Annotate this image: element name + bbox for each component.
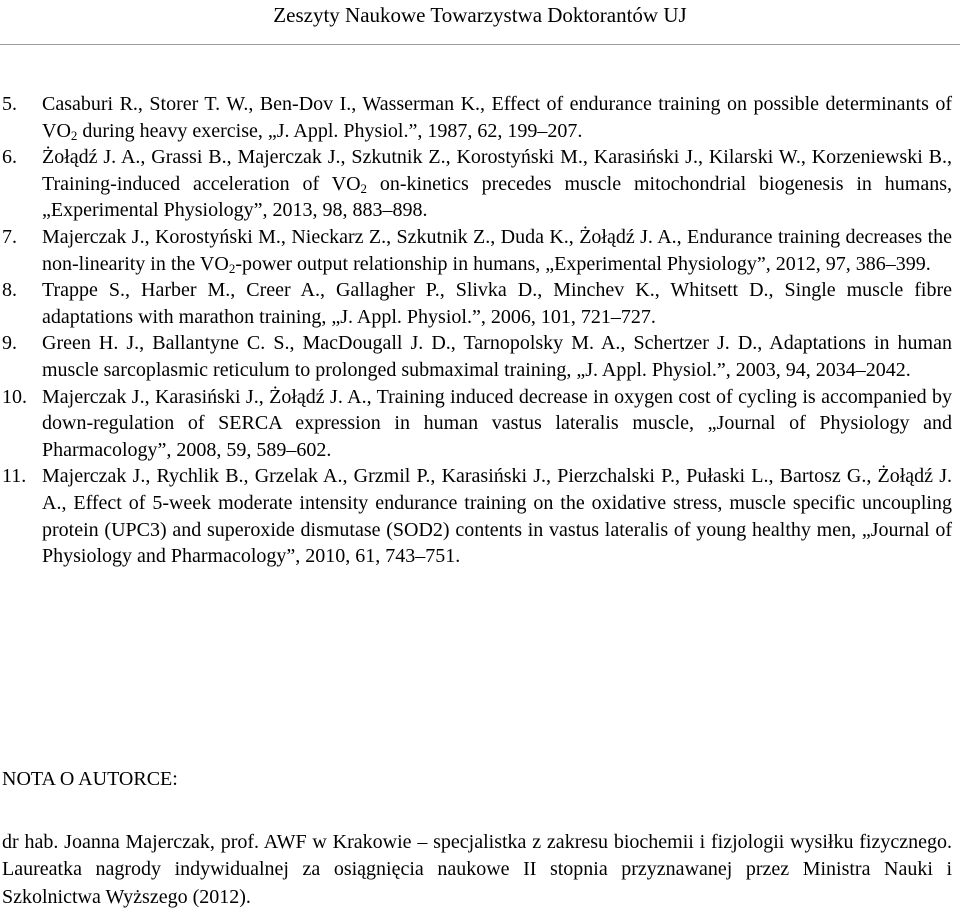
- reference-item: [0, 91, 952, 144]
- reference-text-cont: -power output relationship in humans, „Experimental Physiology”, 2012, 97, 386–399.: [235, 252, 931, 275]
- subscript: 2: [70, 127, 78, 143]
- reference-text: Green H. J., Ballantyne C. S., MacDougall J. D., Tarnopolsky M. A., Schertzer J. D., Adaptations in human muscle sarcoplasmic reticulum to prolonged submaximal training, „J. Appl. Physiol.”, 2003, 94, 2034–2042.: [42, 332, 952, 381]
- reference-number: 9.: [2, 332, 17, 355]
- header-rule: [0, 44, 960, 45]
- reference-number: 7.: [2, 225, 17, 248]
- reference-list: [0, 91, 952, 570]
- reference-number: 10.: [2, 385, 27, 408]
- reference-text: Żołądź J. A., Grassi B., Majerczak J., Szkutnik Z., Korostyński M., Karasiński J., Kilarski W., Korzeniewski B., Training-induced acceleration of VO: [42, 146, 952, 195]
- reference-text-cont: during heavy exercise, „J. Appl. Physiol.”, 1987, 62, 199–207.: [77, 119, 583, 142]
- reference-text: Majerczak J., Korostyński M., Nieckarz Z., Szkutnik Z., Duda K., Żołądź J. A., Endurance training decreases the non-linearity in the VO: [42, 225, 952, 275]
- reference-number: 8.: [2, 279, 17, 302]
- reference-text: Trappe S., Harber M., Creer A., Gallagher P., Slivka D., Minchev K., Whitsett D., Single muscle fibre adaptations with marathon training, „J. Appl. Physiol.”, 2006, 101, 721–727.: [42, 279, 952, 328]
- reference-item: [0, 330, 952, 383]
- reference-item: [0, 277, 952, 330]
- reference-text-cont: on-kinetics precedes muscle mitochondrial biogenesis in humans, „Experimental Physiology”, 2013, 98, 883–898.: [42, 172, 952, 222]
- reference-item: [0, 463, 952, 569]
- reference-number: 5.: [2, 93, 17, 115]
- reference-number: 11.: [2, 465, 27, 488]
- reference-text: Majerczak J., Karasiński J., Żołądź J. A., Training induced decrease in oxygen cost of cycling is accompanied by down-regulation of SERCA expression in human vastus lateralis muscle, „Journal of Physiology and Pharmacology”, 2008, 59, 589–602.: [42, 385, 952, 461]
- author-note-heading: NOTA O AUTORCE:: [2, 768, 178, 790]
- reference-text: Majerczak J., Rychlik B., Grzelak A., Grzmil P., Karasiński J., Pierzchalski P., Pułaski L., Bartosz G., Żołądź J. A., Effect of 5-week moderate intensity endurance training on the oxidative stress, muscle specific uncoupling protein (UPC3) and superoxide dismutase (SOD2) contents in vastus lateralis of young healthy men, „Journal of Physiology and Pharmacology”, 2010, 61, 743–751.: [42, 465, 952, 568]
- author-note-text: dr hab. Joanna Majerczak, prof. AWF w Krakowie – specjalistka z zakresu biochemii i fizjologii wysiłku fizycznego. Laureatka nagrody indywidualnej za osiągnięcia naukowe II stopnia przyznawanej przez Ministra Nauki i Szkolnictwa Wyższego (2012).: [2, 831, 952, 908]
- reference-number: 6.: [2, 146, 17, 169]
- subscript: 2: [228, 260, 236, 276]
- subscript: 2: [360, 180, 368, 196]
- reference-item: [0, 144, 952, 224]
- reference-item: [0, 384, 952, 464]
- running-header: Zeszyty Naukowe Towarzystwa Doktorantów UJ: [273, 3, 687, 27]
- reference-item: [0, 224, 952, 277]
- reference-text: Casaburi R., Storer T. W., Ben-Dov I., Wasserman K., Effect of endurance training on possible determinants of VO: [42, 93, 952, 142]
